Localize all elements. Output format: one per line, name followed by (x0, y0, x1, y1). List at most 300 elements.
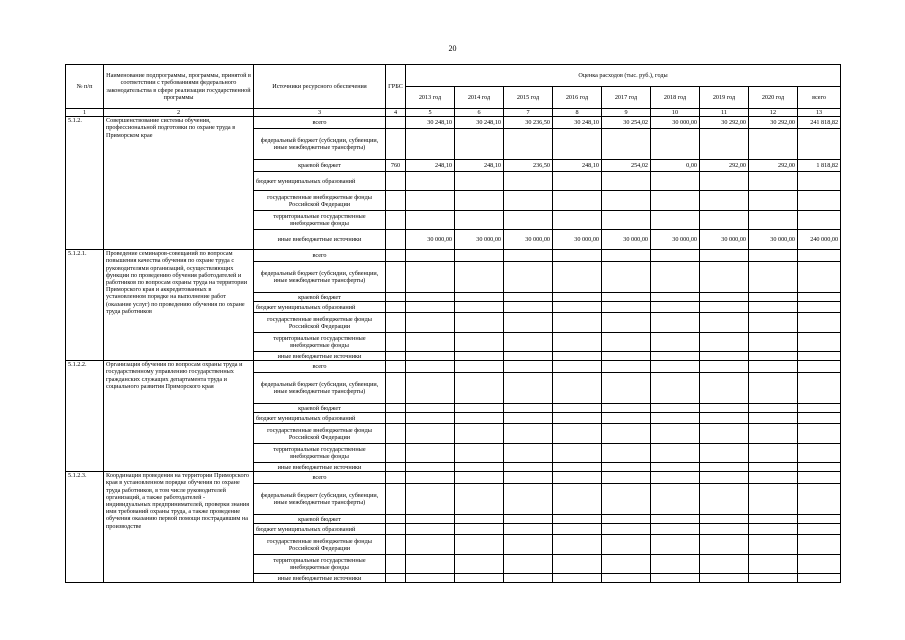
item-name: Проведение семинаров-совещаний по вопросам повышения качества обучения по охране труда с руководителями организаций, осуществляющих функции по проведению обучения работодателей и работников по вопросам охраны труда на территории Приморского края и аккредитованных в установленном порядке на выполнение работ (оказание услуг) по проведению обучения по охране труда работников (104, 250, 254, 361)
grbs-code (386, 333, 406, 352)
value-cell (504, 444, 553, 463)
value-cell (455, 361, 504, 373)
value-cell (455, 574, 504, 583)
column-number: 11 (700, 109, 749, 117)
grbs-code (386, 230, 406, 250)
header-year: 2017 год (602, 87, 651, 109)
value-cell: 30 254,02 (602, 117, 651, 129)
value-cell (602, 172, 651, 191)
value-cell (406, 129, 455, 160)
value-cell (798, 515, 841, 524)
source-label: территориальные государственные внебюджетные фонды (254, 211, 386, 230)
value-cell (553, 352, 602, 361)
value-cell (406, 444, 455, 463)
source-label: федеральный бюджет (субсидии, субвенции, иные межбюджетные трансферты) (254, 373, 386, 404)
grbs-code (386, 293, 406, 302)
header-grbs: ГРБС (386, 65, 406, 109)
item-number: 5.1.2.2. (66, 361, 104, 472)
value-cell (798, 472, 841, 484)
table-row (66, 361, 841, 373)
value-cell (553, 404, 602, 413)
value-cell (553, 129, 602, 160)
value-cell (700, 524, 749, 535)
grbs-code: 760 (386, 160, 406, 172)
value-cell (504, 293, 553, 302)
grbs-code (386, 302, 406, 313)
value-cell: 30 292,00 (700, 117, 749, 129)
value-cell (504, 302, 553, 313)
table-row (66, 117, 841, 129)
value-cell (602, 424, 651, 444)
value-cell (406, 472, 455, 484)
value-cell: 30 236,50 (504, 117, 553, 129)
source-label: бюджет муниципальных образований (254, 413, 386, 424)
value-cell (602, 472, 651, 484)
source-label: государственные внебюджетные фонды Российской Федерации (254, 535, 386, 555)
value-cell (455, 352, 504, 361)
source-label: территориальные государственные внебюджетные фонды (254, 333, 386, 352)
value-cell (406, 413, 455, 424)
value-cell (700, 211, 749, 230)
value-cell (553, 172, 602, 191)
value-cell (406, 373, 455, 404)
grbs-code (386, 352, 406, 361)
value-cell (504, 463, 553, 472)
value-cell: 30 000,00 (455, 230, 504, 250)
grbs-code (386, 463, 406, 472)
value-cell (553, 361, 602, 373)
value-cell (651, 172, 700, 191)
value-cell (749, 211, 798, 230)
value-cell (406, 515, 455, 524)
value-cell (504, 211, 553, 230)
value-cell (798, 524, 841, 535)
value-cell (798, 129, 841, 160)
value-cell (651, 250, 700, 262)
source-label: иные внебюджетные источники (254, 230, 386, 250)
value-cell (749, 515, 798, 524)
value-cell (602, 293, 651, 302)
value-cell: 236,50 (504, 160, 553, 172)
grbs-code (386, 535, 406, 555)
value-cell (651, 515, 700, 524)
value-cell: 30 248,10 (406, 117, 455, 129)
value-cell (602, 250, 651, 262)
grbs-code (386, 373, 406, 404)
grbs-code (386, 515, 406, 524)
value-cell (651, 555, 700, 574)
value-cell (504, 373, 553, 404)
value-cell (700, 262, 749, 293)
value-cell: 30 000,00 (651, 230, 700, 250)
value-cell (700, 444, 749, 463)
value-cell (602, 515, 651, 524)
value-cell (651, 262, 700, 293)
value-cell (651, 413, 700, 424)
value-cell (749, 129, 798, 160)
value-cell (406, 524, 455, 535)
value-cell (798, 293, 841, 302)
value-cell (700, 302, 749, 313)
value-cell (406, 250, 455, 262)
value-cell (749, 463, 798, 472)
value-cell (553, 413, 602, 424)
header-name: Наименование подпрограммы, программы, принятой в соответствии с требованиями федерального законодательства в сфере реализации государственной программы (104, 65, 254, 109)
value-cell (553, 313, 602, 333)
value-cell: 30 292,00 (749, 117, 798, 129)
value-cell (749, 555, 798, 574)
value-cell (553, 574, 602, 583)
header-year: 2013 год (406, 87, 455, 109)
value-cell (700, 413, 749, 424)
grbs-code (386, 117, 406, 129)
value-cell: 292,00 (700, 160, 749, 172)
value-cell (749, 444, 798, 463)
value-cell (602, 333, 651, 352)
grbs-code (386, 361, 406, 373)
value-cell: 0,00 (651, 160, 700, 172)
column-number: 5 (406, 109, 455, 117)
value-cell (700, 472, 749, 484)
value-cell: 30 000,00 (700, 230, 749, 250)
value-cell: 248,10 (406, 160, 455, 172)
value-cell (602, 404, 651, 413)
header-year: 2016 год (553, 87, 602, 109)
value-cell (455, 444, 504, 463)
column-number: 9 (602, 109, 651, 117)
value-cell (406, 262, 455, 293)
value-cell (553, 463, 602, 472)
value-cell (553, 472, 602, 484)
header-estimate: Оценка расходов (тыс. руб.), годы (406, 65, 841, 87)
value-cell (455, 424, 504, 444)
header-num: № п/п (66, 65, 104, 109)
value-cell: 248,10 (455, 160, 504, 172)
header-year: 2019 год (700, 87, 749, 109)
item-number: 5.1.2. (66, 117, 104, 250)
value-cell (455, 262, 504, 293)
value-cell (406, 535, 455, 555)
grbs-code (386, 574, 406, 583)
column-number: 4 (386, 109, 406, 117)
source-label: бюджет муниципальных образований (254, 172, 386, 191)
grbs-code (386, 472, 406, 484)
value-cell (749, 424, 798, 444)
value-cell (651, 211, 700, 230)
value-cell (700, 404, 749, 413)
value-cell (553, 424, 602, 444)
source-label: государственные внебюджетные фонды Российской Федерации (254, 313, 386, 333)
value-cell (455, 302, 504, 313)
value-cell (553, 535, 602, 555)
value-cell (602, 574, 651, 583)
value-cell: 30 000,00 (553, 230, 602, 250)
grbs-code (386, 129, 406, 160)
value-cell (749, 293, 798, 302)
value-cell (553, 444, 602, 463)
header-year: 2015 год (504, 87, 553, 109)
grbs-code (386, 262, 406, 293)
value-cell (553, 262, 602, 293)
value-cell (749, 524, 798, 535)
value-cell (798, 555, 841, 574)
source-label: иные внебюджетные источники (254, 574, 386, 583)
value-cell (798, 172, 841, 191)
value-cell (553, 250, 602, 262)
value-cell (504, 472, 553, 484)
value-cell: 292,00 (749, 160, 798, 172)
value-cell (651, 484, 700, 515)
value-cell (602, 302, 651, 313)
value-cell (749, 413, 798, 424)
value-cell (504, 129, 553, 160)
grbs-code (386, 555, 406, 574)
value-cell (455, 555, 504, 574)
value-cell (651, 404, 700, 413)
value-cell (749, 361, 798, 373)
grbs-code (386, 211, 406, 230)
value-cell (504, 352, 553, 361)
value-cell (406, 463, 455, 472)
value-cell (455, 484, 504, 515)
value-cell: 30 000,00 (504, 230, 553, 250)
value-cell: 30 000,00 (406, 230, 455, 250)
value-cell (406, 484, 455, 515)
value-cell (700, 333, 749, 352)
value-cell (651, 444, 700, 463)
value-cell: 30 248,10 (455, 117, 504, 129)
value-cell (602, 373, 651, 404)
value-cell (602, 129, 651, 160)
source-label: всего (254, 250, 386, 262)
value-cell (798, 352, 841, 361)
source-label: краевой бюджет (254, 515, 386, 524)
value-cell (553, 555, 602, 574)
value-cell (504, 333, 553, 352)
value-cell (749, 535, 798, 555)
value-cell (798, 373, 841, 404)
grbs-code (386, 404, 406, 413)
source-label: всего (254, 472, 386, 484)
value-cell (504, 172, 553, 191)
value-cell (602, 555, 651, 574)
value-cell (798, 211, 841, 230)
value-cell (798, 302, 841, 313)
value-cell (700, 313, 749, 333)
value-cell (504, 424, 553, 444)
value-cell (651, 535, 700, 555)
value-cell (455, 463, 504, 472)
value-cell (749, 302, 798, 313)
value-cell (504, 515, 553, 524)
value-cell (798, 463, 841, 472)
value-cell (504, 361, 553, 373)
value-cell (602, 444, 651, 463)
value-cell (455, 524, 504, 535)
value-cell (504, 555, 553, 574)
source-label: федеральный бюджет (субсидии, субвенции, иные межбюджетные трансферты) (254, 262, 386, 293)
value-cell (798, 535, 841, 555)
grbs-code (386, 413, 406, 424)
grbs-code (386, 424, 406, 444)
value-cell: 30 000,00 (651, 117, 700, 129)
value-cell (504, 313, 553, 333)
value-cell (749, 172, 798, 191)
value-cell (749, 262, 798, 293)
value-cell (700, 352, 749, 361)
value-cell (406, 361, 455, 373)
column-number: 7 (504, 109, 553, 117)
value-cell (798, 413, 841, 424)
source-label: всего (254, 361, 386, 373)
source-label: территориальные государственные внебюджетные фонды (254, 555, 386, 574)
value-cell (798, 444, 841, 463)
budget-table (65, 64, 841, 583)
value-cell (749, 333, 798, 352)
value-cell (602, 262, 651, 293)
value-cell (406, 313, 455, 333)
source-label: иные внебюджетные источники (254, 352, 386, 361)
source-label: бюджет муниципальных образований (254, 524, 386, 535)
value-cell (455, 250, 504, 262)
value-cell (749, 373, 798, 404)
value-cell (651, 313, 700, 333)
value-cell: 248,10 (553, 160, 602, 172)
column-number: 8 (553, 109, 602, 117)
value-cell (700, 373, 749, 404)
table-row (66, 472, 841, 484)
value-cell: 254,02 (602, 160, 651, 172)
value-cell (455, 404, 504, 413)
source-label: иные внебюджетные источники (254, 463, 386, 472)
grbs-code (386, 524, 406, 535)
value-cell (455, 129, 504, 160)
column-number: 12 (749, 109, 798, 117)
value-cell (504, 262, 553, 293)
value-cell (651, 373, 700, 404)
grbs-code (386, 191, 406, 211)
value-cell (553, 515, 602, 524)
value-cell (553, 191, 602, 211)
value-cell (651, 574, 700, 583)
header-year: всего (798, 87, 841, 109)
value-cell (553, 211, 602, 230)
header-year: 2014 год (455, 87, 504, 109)
value-cell (553, 484, 602, 515)
value-cell (749, 574, 798, 583)
value-cell (798, 574, 841, 583)
value-cell (651, 424, 700, 444)
value-cell (749, 404, 798, 413)
value-cell (504, 404, 553, 413)
value-cell (602, 524, 651, 535)
value-cell (455, 313, 504, 333)
source-label: федеральный бюджет (субсидии, субвенции, иные межбюджетные трансферты) (254, 129, 386, 160)
value-cell (798, 361, 841, 373)
value-cell (602, 484, 651, 515)
value-cell (749, 352, 798, 361)
header-year: 2020 год (749, 87, 798, 109)
item-name: Организация обучения по вопросам охраны труда и государственному управлению государственных гражданских служащих департамента труда и социального развития Приморского края (104, 361, 254, 472)
item-name: Совершенствование системы обучения, профессиональной подготовки по охране труда в Приморском крае (104, 117, 254, 250)
value-cell (602, 352, 651, 361)
column-number: 3 (254, 109, 386, 117)
value-cell: 30 000,00 (602, 230, 651, 250)
value-cell (504, 250, 553, 262)
source-label: государственные внебюджетные фонды Российской Федерации (254, 191, 386, 211)
value-cell (651, 333, 700, 352)
value-cell: 30 248,10 (553, 117, 602, 129)
value-cell (602, 463, 651, 472)
value-cell (798, 262, 841, 293)
value-cell (504, 535, 553, 555)
source-label: краевой бюджет (254, 293, 386, 302)
value-cell (651, 463, 700, 472)
grbs-code (386, 250, 406, 262)
value-cell (455, 413, 504, 424)
value-cell (504, 191, 553, 211)
value-cell (700, 361, 749, 373)
value-cell (798, 484, 841, 515)
value-cell (504, 524, 553, 535)
value-cell (406, 404, 455, 413)
value-cell (553, 373, 602, 404)
value-cell (798, 404, 841, 413)
value-cell: 240 000,00 (798, 230, 841, 250)
value-cell (700, 172, 749, 191)
item-number: 5.1.2.1. (66, 250, 104, 361)
value-cell (700, 484, 749, 515)
value-cell (798, 333, 841, 352)
header-year: 2018 год (651, 87, 700, 109)
value-cell (406, 574, 455, 583)
value-cell (700, 129, 749, 160)
value-cell (553, 293, 602, 302)
column-number: 13 (798, 109, 841, 117)
value-cell (700, 515, 749, 524)
value-cell (700, 574, 749, 583)
value-cell (406, 424, 455, 444)
value-cell (455, 373, 504, 404)
value-cell (406, 191, 455, 211)
value-cell (798, 424, 841, 444)
value-cell (553, 302, 602, 313)
value-cell (700, 535, 749, 555)
value-cell (455, 535, 504, 555)
value-cell: 1 818,82 (798, 160, 841, 172)
value-cell (504, 574, 553, 583)
value-cell (406, 211, 455, 230)
grbs-code (386, 172, 406, 191)
value-cell: 241 818,82 (798, 117, 841, 129)
value-cell (602, 211, 651, 230)
value-cell (651, 293, 700, 302)
value-cell (651, 352, 700, 361)
value-cell (406, 302, 455, 313)
value-cell (651, 302, 700, 313)
value-cell (406, 172, 455, 191)
source-label: бюджет муниципальных образований (254, 302, 386, 313)
value-cell (700, 463, 749, 472)
column-number: 1 (66, 109, 104, 117)
value-cell (651, 129, 700, 160)
value-cell (406, 293, 455, 302)
item-number: 5.1.2.3. (66, 472, 104, 583)
value-cell (700, 555, 749, 574)
value-cell (749, 191, 798, 211)
value-cell (455, 293, 504, 302)
value-cell (455, 333, 504, 352)
